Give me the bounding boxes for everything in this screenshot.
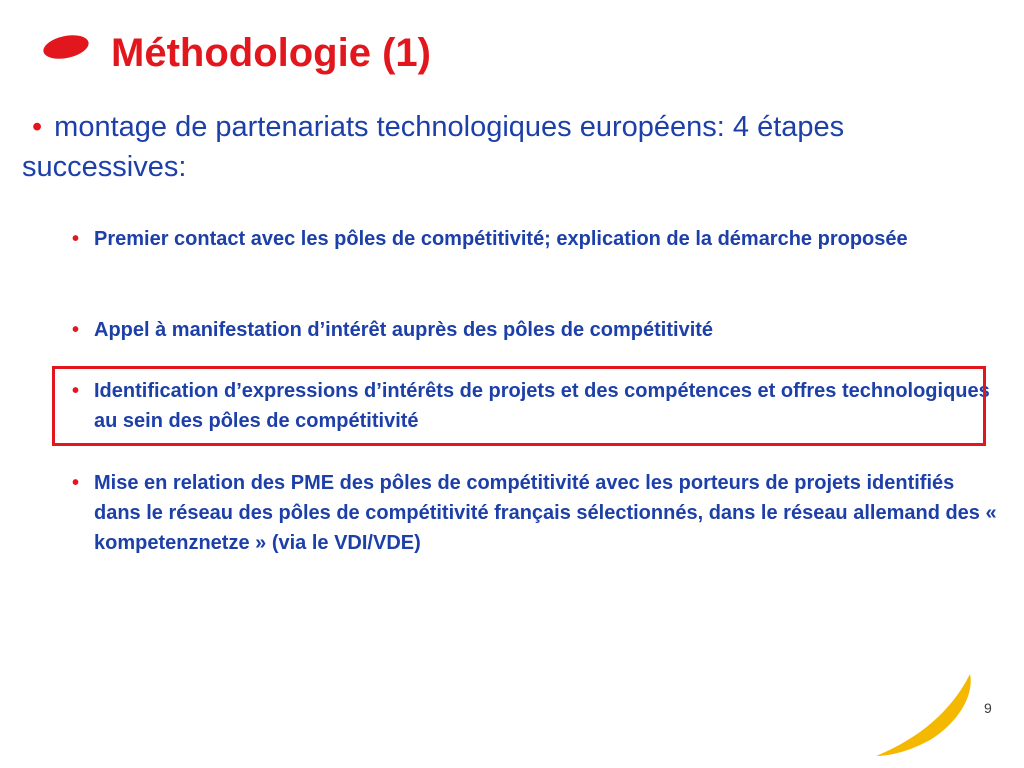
step-text-4: Mise en relation des PME des pôles de compétitivité avec les porteurs de projets identifiés dans le réseau des pôles de compétitivité français sélectionnés, dans le réseau allemand des « kompetenznetze » (via le VDI/VDE) [94,472,997,554]
bullet-icon: • [72,319,80,341]
bullet-icon: • [72,472,80,494]
bullet-icon: • [72,380,80,402]
step-item-2 [72,315,1004,345]
step-text-3: Identification d’expressions d’intérêts de projets et des compétences et offres technologiques au sein des pôles de compétitivité [94,380,990,432]
highlight-frame [52,366,986,446]
bullet-icon: • [72,228,80,250]
step-text-2: Appel à manifestation d’intérêt auprès des pôles de compétitivité [94,319,714,341]
intro-text: montage de partenariats technologiques européens: 4 étapes successives: [22,111,845,183]
yellow-swoosh-logo [870,670,980,758]
slide-title: Méthodologie (1) [111,31,431,75]
bullet-icon: • [32,111,43,143]
step-item-4 [72,468,1004,558]
page-number: 9 [984,700,992,716]
intro-paragraph [22,107,1012,187]
step-text-1: Premier contact avec les pôles de compétitivité; explication de la démarche proposée [94,228,908,250]
step-item-1 [72,224,1004,254]
red-oval-icon [42,34,90,60]
